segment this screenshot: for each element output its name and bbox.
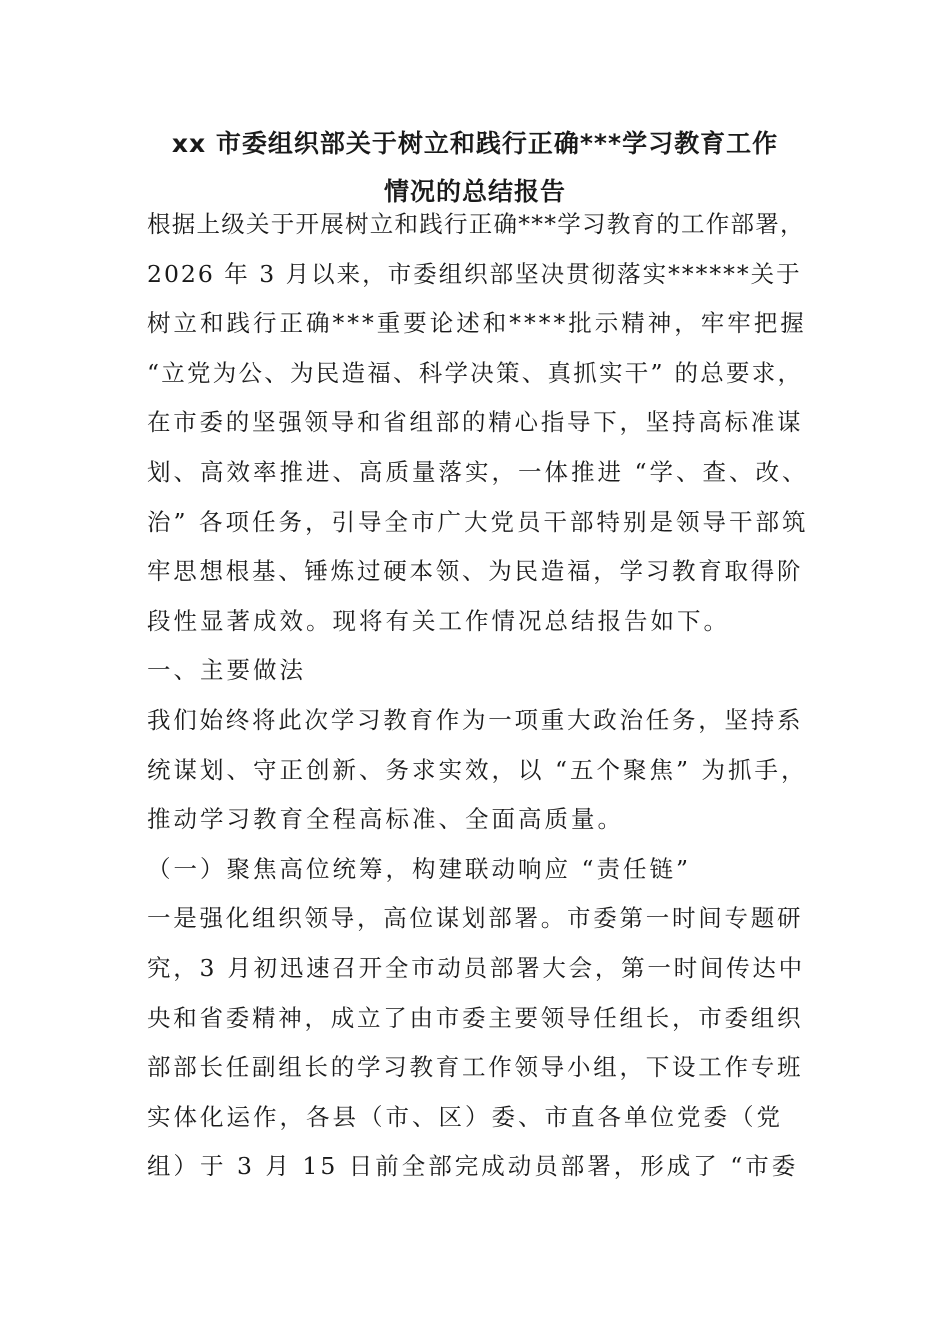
body-line: 究，3 月初迅速召开全市动员部署大会，第一时间传达中 [147,953,805,982]
body-line: 实体化运作，各县（市、区）委、市直各单位党委（党 [147,1102,783,1131]
document-title-line-1: xx 市委组织部关于树立和践行正确***学习教育工作 [171,129,779,158]
body-line: 牢思想根基、锤炼过硬本领、为民造福，学习教育取得阶 [147,557,804,586]
body-line: 2026 年 3 月以来，市委组织部坚决贯彻落实******关于 [147,259,802,288]
body-line: 我们始终将此次学习教育作为一项重大政治任务，坚持系 [147,705,804,734]
body-line: 树立和践行正确***重要论述和****批示精神，牢牢把握 [147,309,807,338]
body-line: 推动学习教育全程高标准、全面高质量。 [147,805,624,834]
body-line: 在市委的坚强领导和省组部的精心指导下，坚持高标准谋 [147,408,804,437]
body-line: 统谋划、守正创新、务求实效，以 “五个聚焦” 为抓手， [147,755,808,784]
body-line: 段性显著成效。现将有关工作情况总结报告如下。 [147,606,730,635]
body-line: 组）于 3 月 15 日前全部完成动员部署，形成了 “市委 [147,1152,799,1181]
section-heading: 一、主要做法 [147,656,306,685]
body-line: 一是强化组织领导，高位谋划部署。市委第一时间专题研 [147,904,804,933]
body-line: 部部长任副组长的学习教育工作领导小组，下设工作专班 [147,1053,804,1082]
body-line: 央和省委精神，成立了由市委主要领导任组长，市委组织 [147,1003,804,1032]
body-line: “立党为公、为民造福、科学决策、真抓实干” 的总要求， [147,358,804,387]
subsection-heading: （一）聚焦高位统筹，构建联动响应 “责任链” [147,854,691,883]
document-title-line-2: 情况的总结报告 [383,177,566,206]
body-line: 根据上级关于开展树立和践行正确***学习教育的工作部署， [147,210,805,238]
document-body [147,200,809,1192]
body-line: 划、高效率推进、高质量落实，一体推进 “学、查、改、 [147,457,809,486]
body-line: 治” 各项任务，引导全市广大党员干部特别是领导干部筑 [147,507,809,536]
